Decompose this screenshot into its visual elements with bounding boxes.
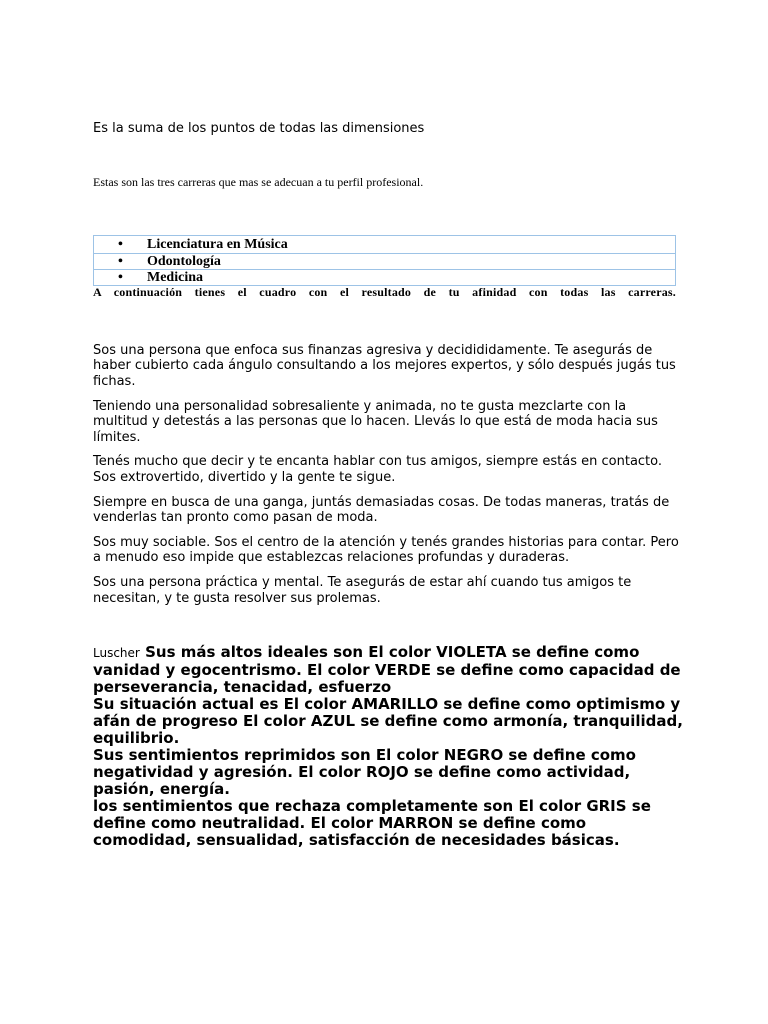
luscher-situacion: Su situación actual es El color AMARILLO se define como optimismo y afán de progreso El color AZUL se define como armonía, tranquilidad, equilibrio.	[93, 695, 683, 747]
luscher-ideales: Sus más altos ideales son El color VIOLETA se define como vanidad y egocentrismo. El color VERDE se define como capacidad de perseverancia, tenacidad, esfuerzo	[93, 643, 681, 696]
bullet-icon: •	[118, 254, 123, 269]
career-cell	[94, 236, 676, 254]
intro-text: Es la suma de los puntos de todas las dimensiones	[93, 121, 425, 136]
career-cell	[94, 270, 676, 286]
career-row	[94, 254, 676, 270]
luscher-rechaza: los sentimientos que rechaza completamente son El color GRIS se define como neutralidad. El color MARRON se define como comodidad, sensualidad, satisfacción de necesidades básicas.	[93, 797, 651, 849]
careers-table	[93, 235, 676, 286]
career-row	[94, 236, 676, 254]
luscher-section	[93, 644, 683, 849]
career-row	[94, 270, 676, 286]
profile-paragraph: Sos una persona práctica y mental. Te asegurás de estar ahí cuando tus amigos te necesitan, y te gusta resolver sus prolemas.	[93, 575, 632, 606]
luscher-label: Luscher	[93, 646, 140, 660]
profile-paragraph: Sos muy sociable. Sos el centro de la atención y tenés grandes historias para contar. Pero a menudo eso impide que establezcas relaciones profundas y duraderas.	[93, 535, 679, 566]
profile-paragraph: Teniendo una personalidad sobresaliente y animada, no te gusta mezclarte con la multitud y detestás a las personas que lo hacen. Llevás lo que está de moda hacia sus límites.	[93, 398, 658, 445]
profile-paragraph: Tenés mucho que decir y te encanta hablar con tus amigos, siempre estás en contacto. Sos extrovertido, divertido y la gente te sigue.	[93, 454, 663, 485]
bullet-icon: •	[118, 237, 123, 252]
career-name: Licenciatura en Música	[147, 237, 288, 252]
careers-intro-text: Estas son las tres carreras que mas se adecuan a tu perfil profesional.	[93, 175, 424, 189]
career-name: Odontología	[147, 254, 221, 269]
profile-paragraph: Sos una persona que enfoca sus finanzas agresiva y decidididamente. Te asegurás de haber cubierto cada ángulo consultando a los mejores expertos, y sólo después jugás tus fichas.	[93, 343, 676, 389]
career-cell	[94, 254, 676, 270]
career-name: Medicina	[147, 270, 203, 285]
bullet-icon: •	[118, 270, 123, 285]
profile-paragraph: Siempre en busca de una ganga, juntás demasiadas cosas. De todas maneras, tratás de venderlas tan pronto como pasan de moda.	[93, 494, 670, 526]
luscher-reprimidos: Sus sentimientos reprimidos son El color NEGRO se define como negatividad y agresión. El color ROJO se define como actividad, pasión, energía.	[93, 746, 636, 798]
profile-paragraphs	[93, 343, 683, 616]
continuation-text: A continuación tienes el cuadro con el resultado de tu afinidad con todas las carreras.	[93, 285, 676, 299]
